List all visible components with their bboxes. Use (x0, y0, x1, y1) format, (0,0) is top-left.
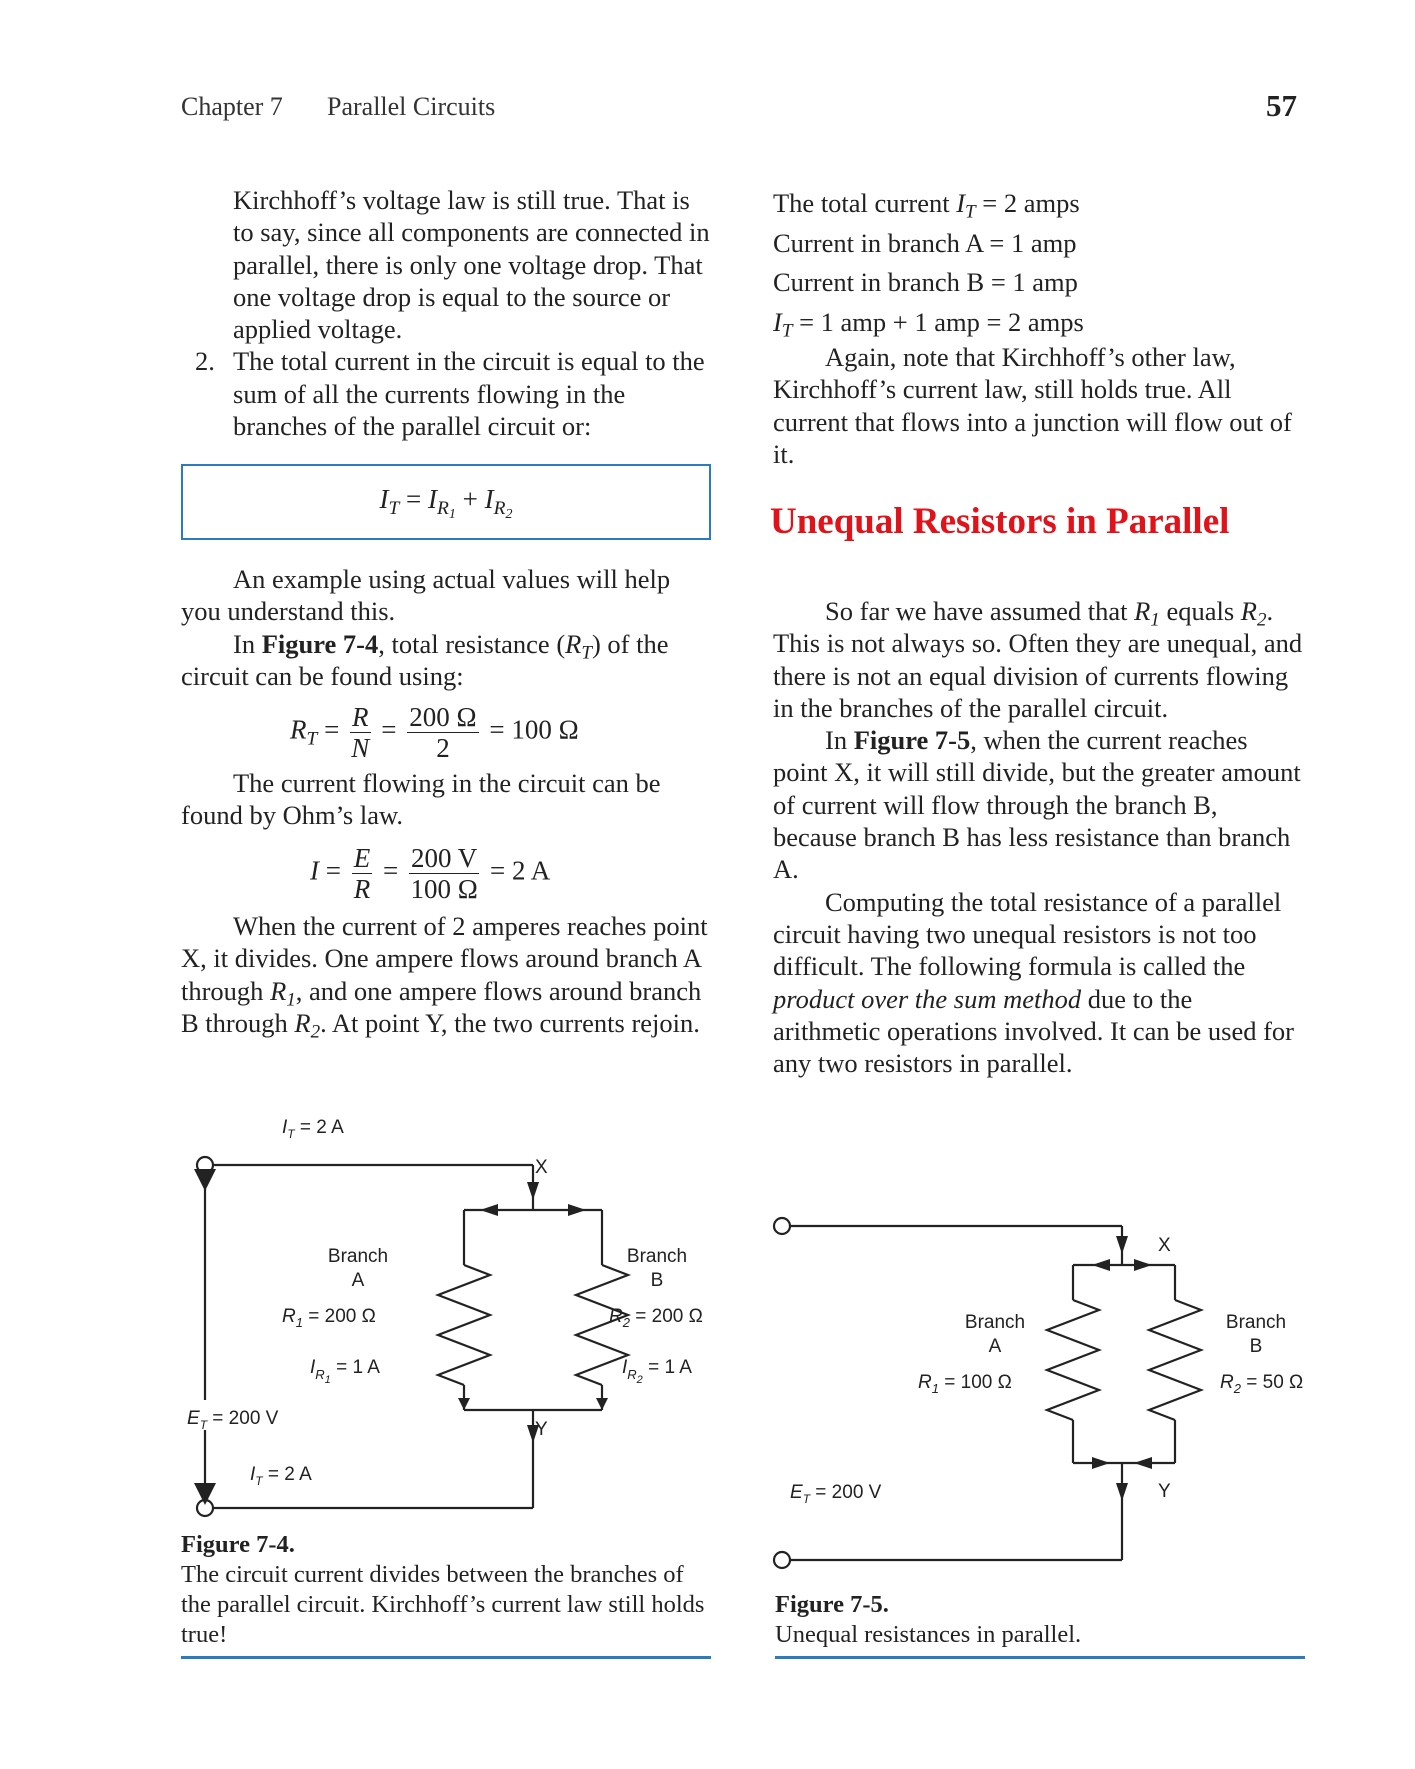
figure-7-4-rule (181, 1656, 711, 1659)
fig4-ir1-label: $I_{R1} = 1$ A (310, 1357, 380, 1386)
fig5-branch-b-letter: B (1249, 1336, 1263, 1357)
figure-7-5-caption-title: Figure 7-5. (775, 1591, 889, 1618)
fig4-r1-label: $R_1 = 200$ Ω (282, 1306, 376, 1330)
figure-7-5-caption-text: Unequal resistances in parallel. (775, 1621, 1082, 1648)
fig4-branch-a-letter: A (351, 1270, 365, 1291)
fig4-branch-b-letter: B (650, 1270, 664, 1291)
item2-text: The total current in the circuit is equal to the sum of all the currents flowing in the branches of the parallel circuit or: (233, 346, 705, 442)
kcl-equation: $I_T = I_{R_1} + I_{R_2}$ (379, 484, 513, 523)
figure-7-4-caption (181, 1530, 711, 1650)
page-number: 57 (1266, 88, 1297, 123)
fig5-r2-label: $R_2 = 50$ Ω (1220, 1372, 1304, 1396)
right-body-text (773, 595, 1303, 1079)
fig4-branch-b-label: Branch (626, 1246, 688, 1267)
fig5-point-x: X (1158, 1235, 1171, 1256)
fig4-r2-label: $R_2 = 200$ Ω (609, 1306, 703, 1330)
section-heading: Unequal Resistors in Parallel (770, 501, 1230, 542)
fig5-point-y: Y (1158, 1481, 1171, 1502)
terminal-bottom-fig4 (197, 1500, 213, 1516)
terminal-top-fig5 (774, 1218, 790, 1234)
figure-7-4-caption-text: The circuit current divides between the branches of the parallel circuit. Kirchhoff’s current law still holds true! (181, 1561, 705, 1648)
current-divides-paragraph: When the current of 2 amperes reaches point X, it divides. One ampere flows around branch A through $R_1$, and one ampere flows around branch B through $R_2$. At point Y, the two currents rejoin. (181, 911, 708, 1043)
item2-number: 2. (195, 346, 215, 377)
so-far-paragraph: So far we have assumed that $R_1$ equals $R_2$. This is not always so. Often they are unequal, and there is not an equal division of currents flowing in the branches of the parallel circuit. (773, 596, 1303, 723)
fig5-branch-b-label: Branch (1225, 1312, 1287, 1333)
equation-rt: $R_T$ = $\frac{R}{N}$ = $\frac{200 \Omega}{2}$ = 100 Ω (290, 702, 579, 763)
figure-7-5-paragraph: In Figure 7-5, when the current reaches point X, it will still divide, but the greater amount of current will flow through the branch B, because branch B has less resistance than branch A. (773, 725, 1301, 885)
equation-current: I = $\frac{E}{R}$ = $\frac{200 V}{100 \Omega}$ = 2 A (310, 843, 551, 904)
chapter-title: Parallel Circuits (327, 92, 496, 121)
ohm-paragraph: The current flowing in the circuit can be found by Ohm’s law. (181, 768, 661, 831)
right-current-list (773, 184, 1303, 342)
fig5-r1-label: $R_1 = 100$ Ω (918, 1372, 1012, 1396)
chapter-label: Chapter 7 (181, 92, 283, 121)
fig5-branch-a-label: Branch (964, 1312, 1026, 1333)
figure-7-4-paragraph: In Figure 7-4, total resistance $(R_T)$ of the circuit can be found using: (181, 628, 669, 691)
fig4-point-x: X (535, 1157, 548, 1178)
figure-7-4-caption-title: Figure 7-4. (181, 1531, 295, 1558)
fig4-it-top-label: $I_T = 2$ A (282, 1117, 344, 1141)
figure-7-5-rule (775, 1656, 1305, 1659)
branch-b-current-line: Current in branch B = 1 amp (773, 267, 1078, 297)
fig4-et-label: $E_T = 200$ V (187, 1408, 279, 1432)
terminal-top-fig4 (197, 1157, 213, 1173)
sum-current-line: $I_T = 1$ amp + 1 amp = 2 amps (773, 306, 1084, 342)
item1-text: Kirchhoff’s voltage law is still true. That is to say, since all components are connected in parallel, there is only one voltage drop. That one voltage drop is equal to the source or applied voltage. (233, 185, 710, 345)
branch-a-current-line: Current in branch A = 1 amp (773, 227, 1077, 258)
terminal-bottom-fig5 (774, 1552, 790, 1568)
fig4-branch-a-label: Branch (327, 1246, 389, 1267)
fig5-branch-a-letter: A (988, 1336, 1002, 1357)
fig5-et-label: $E_T = 200$ V (790, 1482, 882, 1506)
computing-paragraph: Computing the total resistance of a parallel circuit having two unequal resistors is not too difficult. The following formula is called the product over the sum method due to the arithmetic operations involved. It can be used for any two resistors in parallel. (773, 886, 1294, 1079)
figure-7-5-caption (775, 1590, 1305, 1650)
fig4-point-y: Y (535, 1419, 548, 1440)
fig4-ir2-label: $I_{R2} = 1$ A (622, 1357, 692, 1386)
fig4-it-bottom-label: $I_T = 2$ A (250, 1464, 312, 1488)
total-current-line: The total current $I_T = 2$ amps (773, 188, 1080, 223)
again-paragraph: Again, note that Kirchhoff’s other law, Kirchhoff’s current law, still holds true. All current that flows into a junction will flow out of it. (773, 342, 1292, 469)
example-paragraph: An example using actual values will help you understand this. (181, 564, 671, 627)
